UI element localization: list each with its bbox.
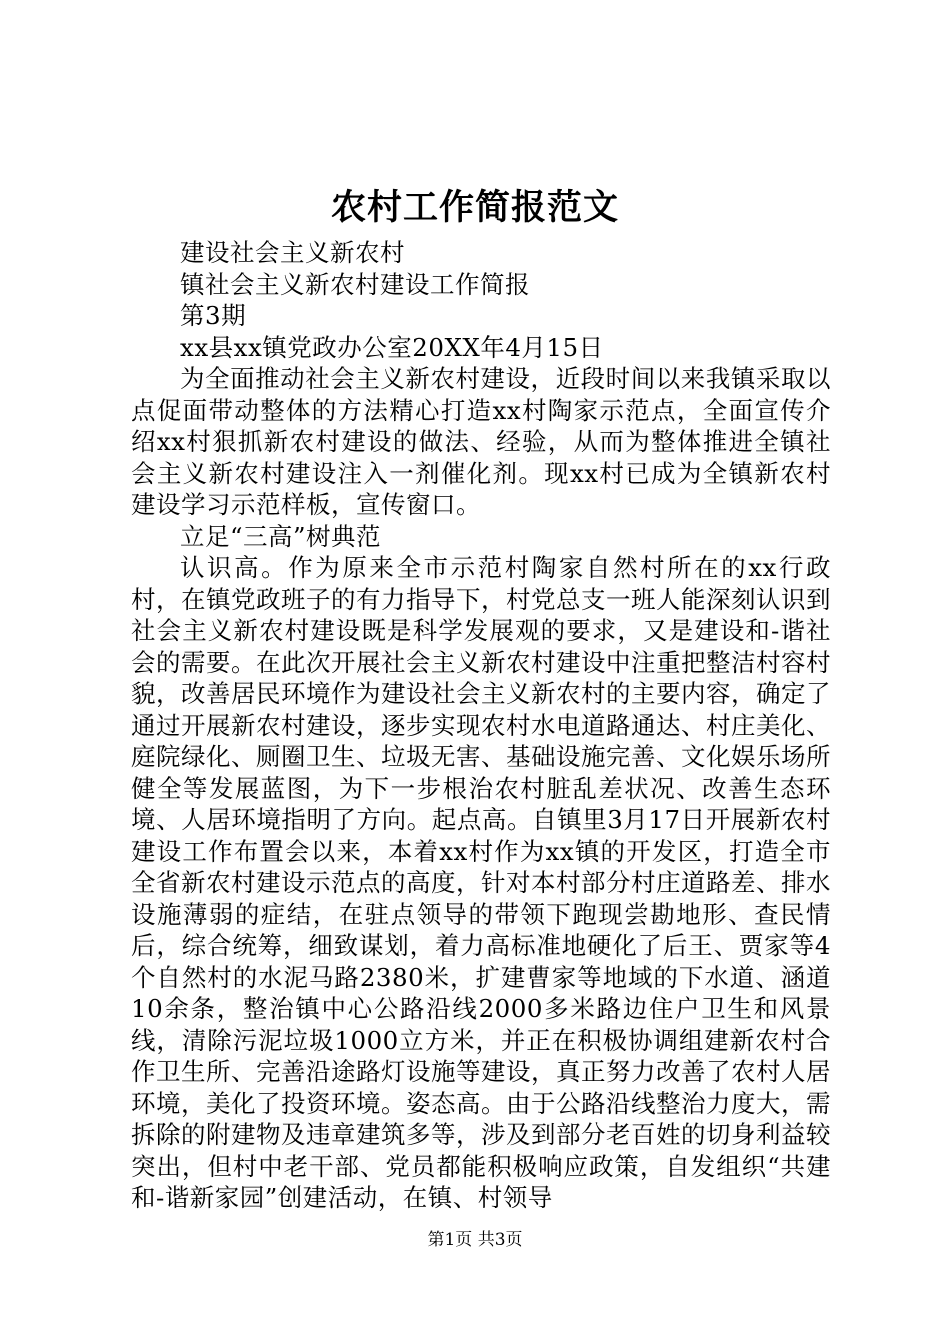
issue-number: 第3期: [180, 301, 247, 330]
issuer-date: xx县xx镇党政办公室20XX年4月15日: [180, 332, 604, 362]
page-footer: 第1页 共3页: [427, 1230, 523, 1250]
document-body: [131, 237, 831, 1214]
section-heading: 立足“三高”树典范: [180, 521, 382, 551]
subtitle-line: 建设社会主义新农村: [180, 238, 405, 267]
intro-paragraph: 为全面推动社会主义新农村建设，近段时间以来我镇采取以点促面带动整体的方法精心打造xx村陶家示范点，全面宣传介绍xx村狠抓新农村建设的做法、经验，从而为整体推进全镇社会主义新农村建设注入一剂催化剂。现xx村已成为全镇新农村建设学习示范样板，宣传窗口。: [131, 364, 831, 519]
body-paragraph: 认识高。作为原来全市示范村陶家自然村所在的xx行政村，在镇党政班子的有力指导下，村党总支一班人能深刻认识到社会主义新农村建设既是科学发展观的要求，又是建设和-谐社会的需要。在此次开展社会主义新农村建设中注重把整洁村容村貌，改善居民环境作为建设社会主义新农村的主要内容，确定了通过开展新农村建设，逐步实现农村水电道路通达、村庄美化、庭院绿化、厕圈卫生、垃圾无害、基础设施完善、文化娱乐场所健全等发展蓝图，为下一步根治农村脏乱差状况、改善生态环境、人居环境指明了方向。起点高。自镇里3月17日开展新农村建设工作布置会以来，本着xx村作为xx镇的开发区，打造全市全省新农村建设示范点的高度，针对本村部分村庄道路差、排水设施薄弱的症结，在驻点领导的带领下跑现尝勘地形、查民情后，综合统筹，细致谋划，着力高标准地硬化了后王、贾家等4个自然村的水泥马路2380米，扩建曹家等地域的下水道、涵道10余条，整治镇中心公路沿线2000多米路边住户卫生和风景线，清除污泥垃圾1000立方米，并正在积极协调组建新农村合作卫生所、完善沿途路灯设施等建设，真正努力改善了农村人居环境，美化了投资环境。姿态高。由于公路沿线整治力度大，需拆除的附建物及违章建筑多等，涉及到部分老百姓的切身利益较突出，但村中老干部、党员都能积极响应政策，自发组织“共建和-谐新家园”创建活动，在镇、村领导: [131, 553, 831, 1212]
bulletin-name: 镇社会主义新农村建设工作简报: [180, 269, 530, 299]
document-title: 农村工作简报范文: [330, 187, 619, 228]
